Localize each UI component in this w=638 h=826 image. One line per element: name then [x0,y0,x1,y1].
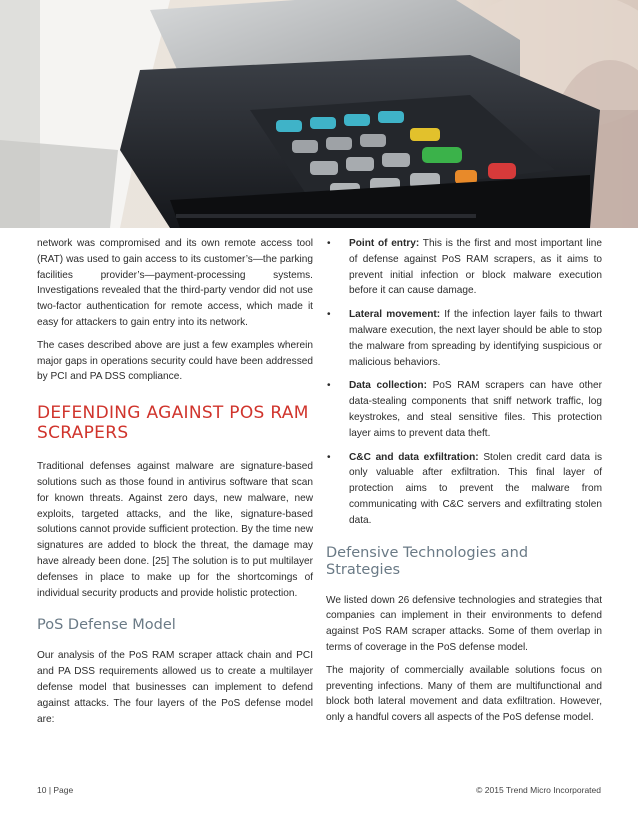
bullet-term: Point of entry: [349,238,420,249]
list-item-data-collection [326,378,602,441]
bullet-term: Lateral movement: [349,309,441,321]
pos-defense-model-heading: PoS Defense Model [37,617,176,634]
bullet-icon: • [327,451,331,463]
bullet-text: If the infection layer fails to thwart malware execution, the next layer should be able to stop the malware from spreading by identifying suspicious or malicious behaviors. [349,309,603,368]
section-heading: DEFENDING AGAINST POS RAM SCRAPERS [37,403,309,444]
cases-paragraph: The cases described above are just a few examples wherein major gaps in operations security could have been addressed by PCI and PA DSS compliance. [37,339,313,383]
technologies-paragraph: We listed down 26 defensive technologies and strategies that companies can implement in their environments to defend against PoS RAM scraper attacks. Some of them overlap in terms of coverage in the PoS defense model. [326,594,602,653]
bullet-icon: • [327,238,331,249]
list-item-point-of-entry [326,236,602,299]
list-item-lateral-movement [326,307,602,370]
bullet-icon: • [327,309,331,321]
bullet-term: C&C and data exfiltration: [349,451,479,463]
right-column [326,236,602,733]
traditional-defenses-paragraph: Traditional defenses against malware are signature-based solutions such as those found in antivirus software that scan for known threats. Against zero days, new malware, new exploits, targeted attacks, and the like, signature-based solutions cannot provide sufficient protection. By the time new signatures are added to block the threat, the damage may have already been done. [25] The solution is to put multilayer defenses in place to make up for the shortcomings of individual security products and provide holistic protection. [37,461,313,599]
bullet-text: Stolen credit card data is only valuable after exfiltration. This final layer of protection aims to prevent the malware from communicating with C&C servers and exfiltrating stolen data. [349,451,602,526]
copyright-notice: © 2015 Trend Micro Incorporated [476,785,601,795]
hero-image-pos-terminal [0,0,638,228]
pos-terminal-illustration [0,0,638,228]
bullet-icon: • [327,380,331,392]
defense-model-paragraph: Our analysis of the PoS RAM scraper attack chain and PCI and PA DSS requirements allowed us to create a multilayer defense model that businesses can implement to defend against attacks. The four layers of the PoS defense model are: [37,650,313,725]
bullet-text: This is the first and most important line of defense against PoS RAM scrapers, as it aims to prevent initial infection or block malware execution before it can cause damage. [349,238,602,297]
page-number: 10 | Page [37,785,74,795]
defense-layers-list [326,236,602,529]
left-column [37,236,313,734]
solutions-paragraph: The majority of commercially available solutions focus on preventing infections. Many of them are multifunctional and block both lateral movement and data exfiltration. However, only a handful covers all aspects of the PoS defense model. [326,664,602,724]
bullet-term: Data collection: [349,380,427,392]
bullet-text: PoS RAM scrapers can have other data-stealing components that sniff network traffic, log keystrokes, and steal sensitive files. This protection layer aims to prevent data theft. [349,380,602,439]
defensive-technologies-heading: Defensive Technologies and Strategies [326,544,529,578]
intro-paragraph: network was compromised and its own remote access tool (RAT) was used to gain access to its customer’s—the parking facilities provider’s—payment-processing systems. Investigations revealed that the third-party vendor did not use two-factor authentication for remote access, which made it easy for attackers to gain entry into its network. [37,238,313,328]
list-item-cc-exfiltration [326,450,602,529]
